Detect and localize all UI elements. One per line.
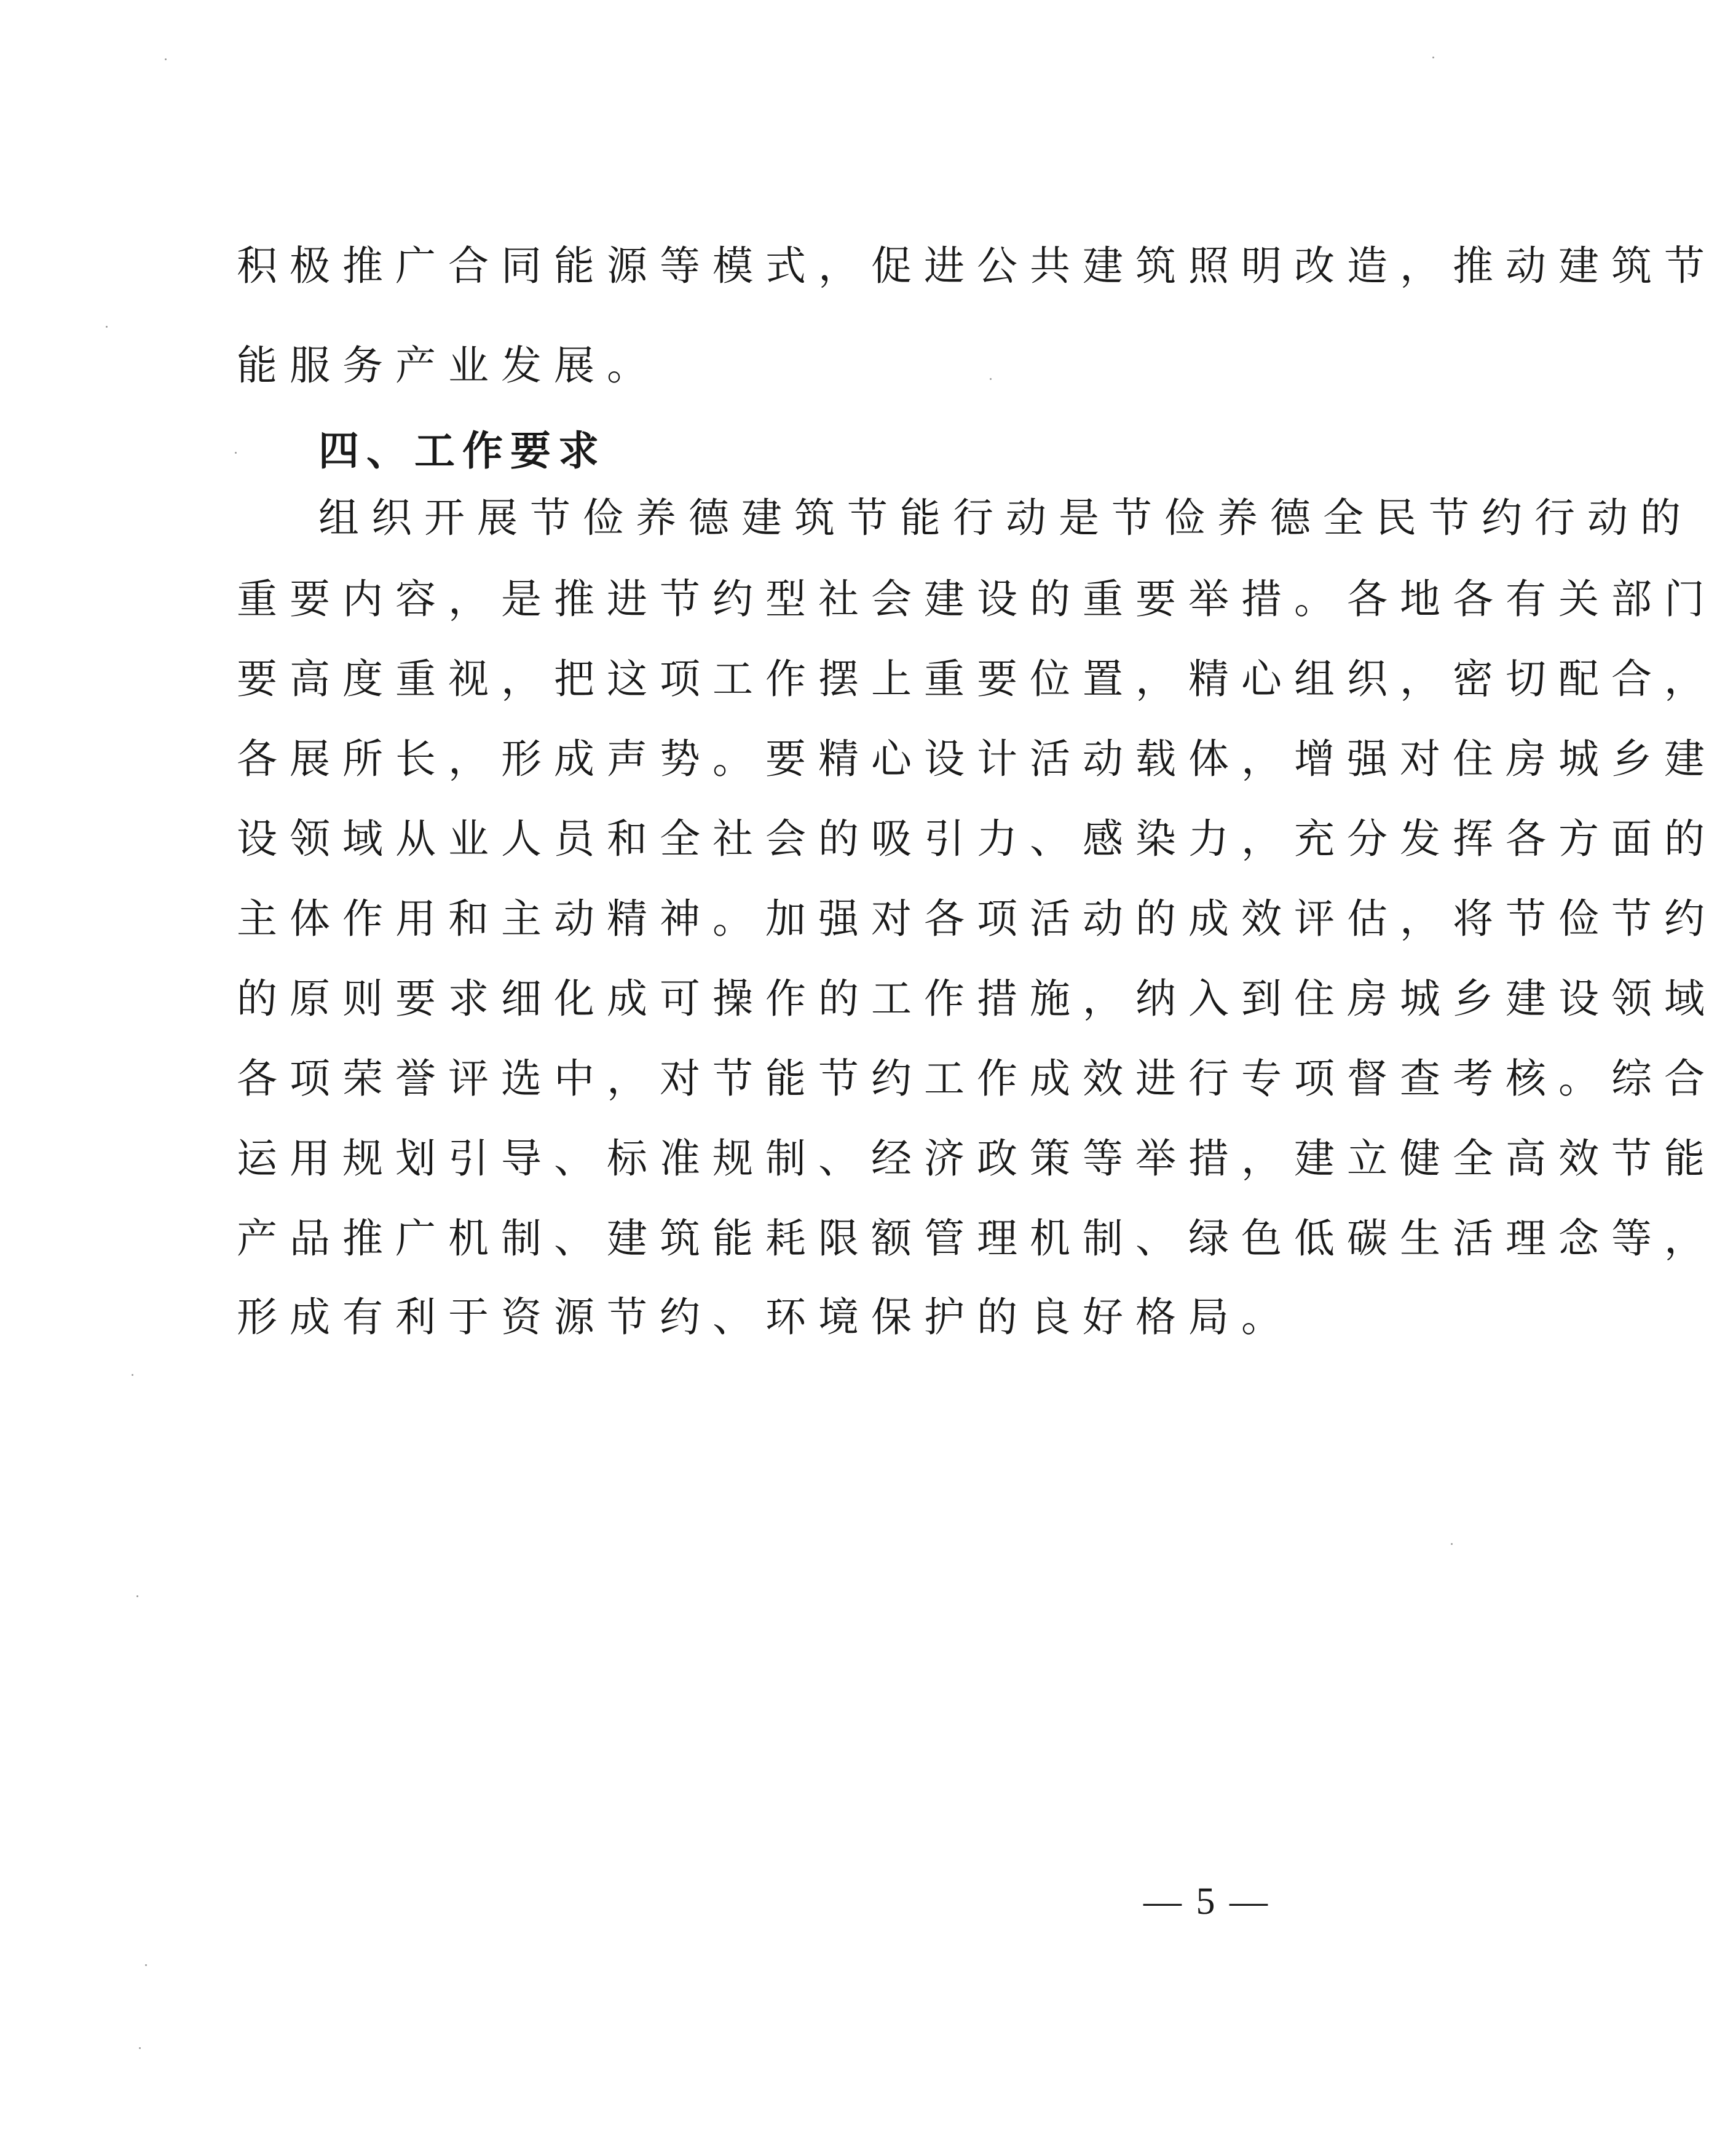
body-text-line: 重要内容，是推进节约型社会建设的重要举措。各地各有关部门 [237,575,1717,623]
scan-speck [1432,57,1434,58]
scan-speck [106,326,108,328]
section-heading: 四、工作要求 [318,427,606,475]
body-text-line: 运用规划引导、标准规制、经济政策等举措，建立健全高效节能 [237,1135,1717,1182]
scan-speck [136,1595,138,1597]
scan-speck [165,58,167,60]
body-text-line: 各展所长，形成声势。要精心设计活动载体，增强对住房城乡建 [237,735,1717,783]
scan-speck [990,378,992,380]
body-text-line: 要高度重视，把这项工作摆上重要位置，精心组织，密切配合， [237,655,1717,703]
scan-speck [1451,1543,1453,1545]
body-text-line: 产品推广机制、建筑能耗限额管理机制、绿色低碳生活理念等， [237,1215,1717,1262]
body-text-line: 能服务产业发展。 [237,342,660,389]
body-text-line: 各项荣誉评选中，对节能节约工作成效进行专项督查考核。综合 [237,1055,1717,1102]
page-number: — 5 — [1143,1881,1270,1922]
body-text-line: 积极推广合同能源等模式，促进公共建筑照明改造，推动建筑节 [237,242,1717,290]
scan-speck [235,452,237,454]
body-text-line: 形成有利于资源节约、环境保护的良好格局。 [237,1293,1294,1341]
body-text-line: 设领域从业人员和全社会的吸引力、感染力，充分发挥各方面的 [237,815,1717,863]
body-text-line: 的原则要求细化成可操作的工作措施，纳入到住房城乡建设领域 [237,975,1717,1022]
scan-speck [139,2047,141,2049]
body-text-line: 组织开展节俭养德建筑节能行动是节俭养德全民节约行动的 [318,494,1693,542]
body-text-line: 主体作用和主动精神。加强对各项活动的成效评估，将节俭节约 [237,895,1717,942]
scan-speck [132,1374,133,1376]
scan-speck [145,1964,147,1966]
